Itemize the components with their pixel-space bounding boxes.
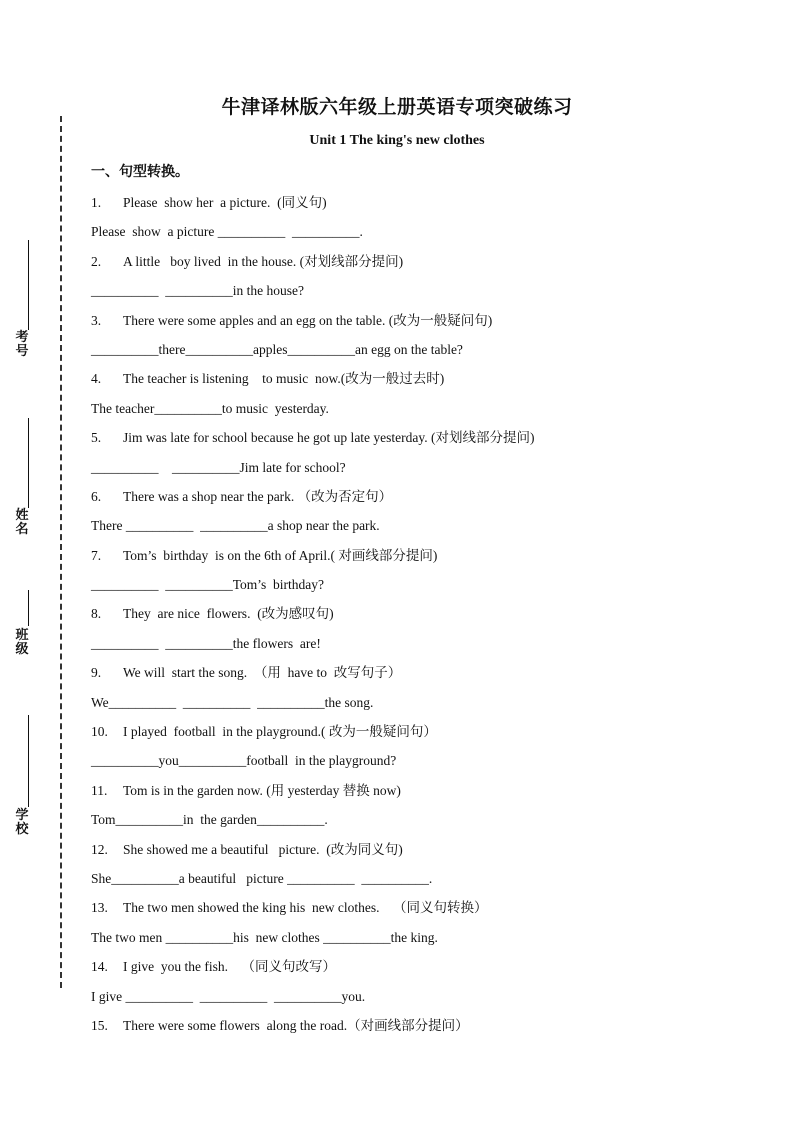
- question-line: 8. They are nice flowers. (改为感叹句): [91, 606, 334, 622]
- question-line: 10. I played football in the playground.( 改为一般疑问句）: [91, 724, 437, 740]
- answer-line[interactable]: __________you__________football in the playground?: [91, 753, 397, 769]
- question-line: 4. The teacher is listening to music now.(改为一般过去时): [91, 371, 445, 387]
- answer-line[interactable]: Please show a picture __________ __________.: [91, 224, 363, 240]
- exam-no-fill-line[interactable]: [28, 240, 29, 330]
- section-title: 一、句型转换。: [91, 165, 189, 180]
- question-line: 14. I give you the fish. （同义句改写）: [91, 959, 336, 975]
- binding-dashed-line: [60, 116, 62, 988]
- answer-line[interactable]: __________ __________in the house?: [91, 283, 304, 299]
- question-line: 12. She showed me a beautiful picture. (改为同义句): [91, 841, 403, 857]
- question-line: 6. There was a shop near the park. （改为否定句）: [91, 488, 393, 504]
- exam-no-label: 考号: [15, 329, 29, 358]
- answer-line[interactable]: There __________ __________a shop near the park.: [91, 518, 380, 534]
- school-fill-line[interactable]: [28, 715, 29, 807]
- question-line: 1. Please show her a picture. (同义句): [91, 195, 327, 210]
- page-title: 牛津译林版六年级上册英语专项突破练习: [221, 97, 573, 118]
- question-line: 11. Tom is in the garden now. (用 yesterday 替换 now): [91, 782, 401, 798]
- question-line: 7. Tom’s birthday is on the 6th of April.( 对画线部分提问): [91, 547, 438, 563]
- class-fill-line[interactable]: [28, 590, 29, 626]
- name-label: 姓名: [15, 507, 29, 536]
- answer-line[interactable]: She__________a beautiful picture __________ __________.: [91, 870, 433, 886]
- answer-line[interactable]: __________ __________Tom’s birthday?: [91, 577, 325, 593]
- question-line: 5. Jim was late for school because he got up late yesterday. (对划线部分提问): [91, 430, 535, 446]
- question-line: 3. There were some apples and an egg on the table. (改为一般疑问句): [91, 312, 493, 328]
- page-subtitle: Unit 1 The king's new clothes: [309, 133, 485, 148]
- answer-line[interactable]: __________there__________apples__________an egg on the table?: [91, 341, 463, 357]
- answer-line[interactable]: We__________ __________ __________the song.: [91, 694, 374, 710]
- question-list: [91, 188, 731, 1040]
- class-label: 班级: [15, 627, 29, 656]
- school-label: 学校: [15, 807, 29, 836]
- answer-line[interactable]: The two men __________his new clothes __________the king.: [91, 929, 438, 945]
- answer-line[interactable]: I give __________ __________ __________you.: [91, 988, 366, 1004]
- answer-line[interactable]: The teacher__________to music yesterday.: [91, 400, 329, 416]
- question-line: 13. The two men showed the king his new clothes. （同义句转换）: [91, 900, 488, 916]
- name-fill-line[interactable]: [28, 418, 29, 508]
- answer-line[interactable]: __________ __________Jim late for school?: [91, 459, 346, 475]
- answer-line[interactable]: Tom__________in the garden__________.: [91, 812, 328, 828]
- question-line: 15. There were some flowers along the road.（对画线部分提问）: [91, 1017, 469, 1033]
- question-line: 2. A little boy lived in the house. (对划线部分提问): [91, 253, 404, 269]
- question-line: 9. We will start the song. （用 have to 改写句子）: [91, 665, 402, 681]
- answer-line[interactable]: __________ __________the flowers are!: [91, 635, 321, 651]
